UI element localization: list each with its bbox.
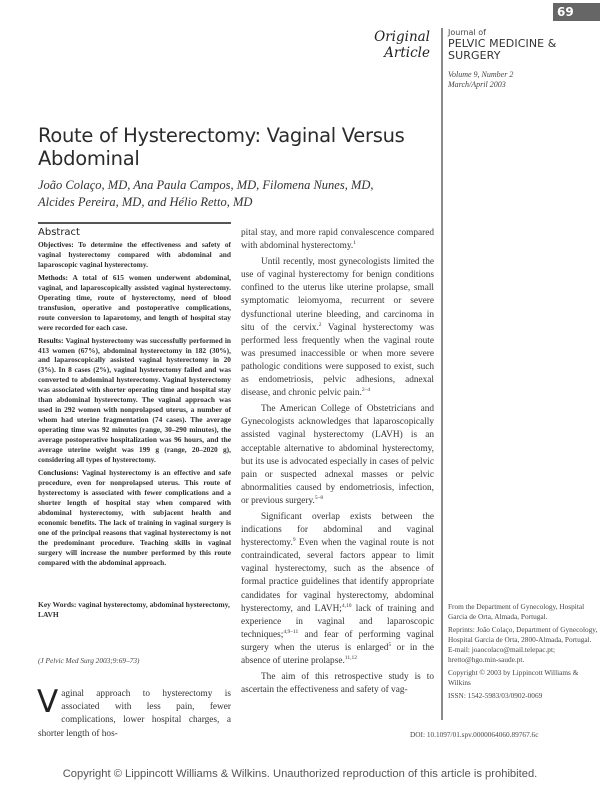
abstract-conclusions: Conclusions: Vaginal hysterectomy is an effective and safe procedure, even for nonprolapsed uterus. This route of hysterectomy is associated with fewer complications and a shorter length of hospital stay when compared with abdominal hysterectomy, with subjacent health and economic benefits. The lack of training in vaginal surgery is one of the principal reasons that vaginal hysterectomy is not the predominant procedure. Teaching skills in vaginal surgery will increase the number performed by this route compared with the abdominal approach.	[38, 467, 231, 567]
paragraph: The American College of Obstetricians and Gynecologists acknowledges that laparoscopically assisted vaginal hysterectomy (LAVH) is an acceptable alternative to abdominal hysterectomy, but its use is advocated especially in cases of pelvic pain or suspected adnexal masses or pelvic abnormalities caused by endometriosis, infection, or previous surgery.$^{5-8}$	[241, 404, 434, 506]
volume: Volume 9, Number 2	[448, 70, 514, 79]
abstract-label: Conclusions:	[38, 467, 79, 477]
journal-prefix: Journal of	[448, 28, 486, 37]
issn: ISSN: 1542-5983/03/0902-0069	[448, 691, 543, 700]
keywords-text: vaginal hysterectomy, abdominal hysterectomy, LAVH	[38, 600, 230, 619]
issue-date: March/April 2003	[448, 80, 506, 89]
authors	[38, 177, 418, 211]
paragraph: pital stay, and more rapid convalescence compared with abdominal hysterectomy.$^1$	[241, 228, 434, 252]
journal-name-line1: PELVIC MEDICINE &	[448, 37, 557, 50]
journal-name	[448, 38, 556, 62]
keywords	[38, 600, 231, 620]
journal-name-line2: SURGERY	[448, 49, 501, 62]
paragraph: The aim of this retrospective study is to ascertain the effectiveness and safety of vag-	[241, 672, 434, 696]
abstract-label: Results:	[38, 335, 64, 345]
authors-line1: João Colaço, MD, Ana Paula Campos, MD, Filomena Nunes, MD,	[38, 178, 374, 192]
authors-line2: Alcides Pereira, MD, and Hélio Retto, MD	[38, 195, 253, 209]
reprints: Reprints: João Colaço, Department of Gynecology, Hospital Garcia de Orta, 2800-Almada, Portugal. E-mail: joaocolaco@mail.telepac.pt; hretto@hgo.min-saude.pt.	[448, 625, 598, 664]
affiliation: From the Department of Gynecology, Hospital Garcia de Orta, Almada, Portugal.	[448, 602, 585, 621]
abstract-body	[38, 240, 231, 571]
abstract-results: Results: Vaginal hysterectomy was successfully performed in 413 women (67%), abdominal hysterectomy in 182 (30%), and laparoscopically assisted vaginal hysterectomy in 20 (3%). In 8 cases (2%), vaginal hysterectomy failed and was converted to abdominal hysterectomy. Vaginal hysterectomy was associated with shorter operating time and hospital stay than abdominal hysterectomy. The vaginal approach was used in 292 women with nonprolapsed uterus, a number of whom had uterine fragmentation (74 cases). The average operating time was 92 minutes (range, 30–290 minutes), the average postoperative hospitalization was 96 hours, and the average uterine weight was 199 g (range, 20–2020 g), considering all types of hysterectomy.	[38, 335, 231, 465]
body-column-2	[241, 227, 434, 697]
abstract-objectives: Objectives: To determine the effectiveness and safety of vaginal hysterectomy compared with abdominal and laparoscopic vaginal hysterectomy.	[38, 240, 231, 269]
abstract-heading: Abstract	[38, 227, 80, 238]
abstract-rule	[38, 222, 231, 224]
drop-cap: V	[37, 684, 59, 720]
page-number-badge: 69	[553, 3, 600, 21]
doi: DOI: 10.1097/01.spv.0000064060.89767.6c	[410, 730, 539, 739]
abstract-methods: Methods: A total of 615 women underwent abdominal, vaginal, and laparoscopically assisted vaginal hysterectomy. Operating time, route of hysterectomy, need of blood transfusion, operative and postoperative complications, route conversion to laparotomy, and length of hospital stay were recorded for each case.	[38, 272, 231, 332]
abstract-label: Methods:	[38, 272, 68, 282]
sidebar-notes	[448, 602, 598, 704]
paragraph: Until recently, most gynecologists limited the use of vaginal hysterectomy for benign conditions confined to the uterus like uterine prolapse, small symptomatic leiomyoma, recurrent or severe dysfunctional uterine bleeding, and carcinoma in situ of the cervix.$^2$ Vaginal hysterectomy was performed less frequently when the vaginal route was presumed inaccessible or when more severe pathologic conditions were supposed to exist, such as endometriosis, pelvic adhesions, adnexal disease, and chronic pelvic pain.$^{2-4}$	[241, 257, 434, 399]
abstract-label: Objectives:	[38, 240, 74, 249]
keywords-label: Key Words:	[38, 600, 77, 609]
paragraph: Significant overlap exists between the indications for abdominal and vaginal hysterectomy.$^9$ Even when the vaginal route is not contraindicated, several factors appear to limit vaginal hysterectomy, such as the absence of formal practice guidelines that identify appropriate candidates for vaginal hysterectomy, abdominal hysterectomy, and LAVH;$^{4,10}$ lack of training and experience in vaginal and laparoscopic techniques;$^{4,9-11}$ and fear of performing vaginal surgery when the uterus is enlarged$^5$ or in the absence of uterine prolapse.$^{11,12}$	[241, 511, 434, 666]
volume-info	[448, 70, 513, 90]
intro-paragraph: Vaginal approach to hysterectomy is associated with less pain, fewer complications, lower hospital charges, a shorter length of hos-	[37, 684, 231, 739]
article-title: Route of Hysterectomy: Vaginal Versus Abdominal	[38, 124, 405, 170]
citation: (J Pelvic Med Surg 2003;9:69–73)	[38, 656, 140, 665]
section-label: Original Article	[374, 29, 430, 61]
vertical-divider	[441, 28, 443, 720]
copyright-footer: Copyright © Lippincott Williams & Wilkins. Unauthorized reproduction of this article is prohibited.	[62, 768, 538, 780]
copyright: Copyright © 2003 by Lippincott Williams & Wilkins	[448, 668, 579, 687]
